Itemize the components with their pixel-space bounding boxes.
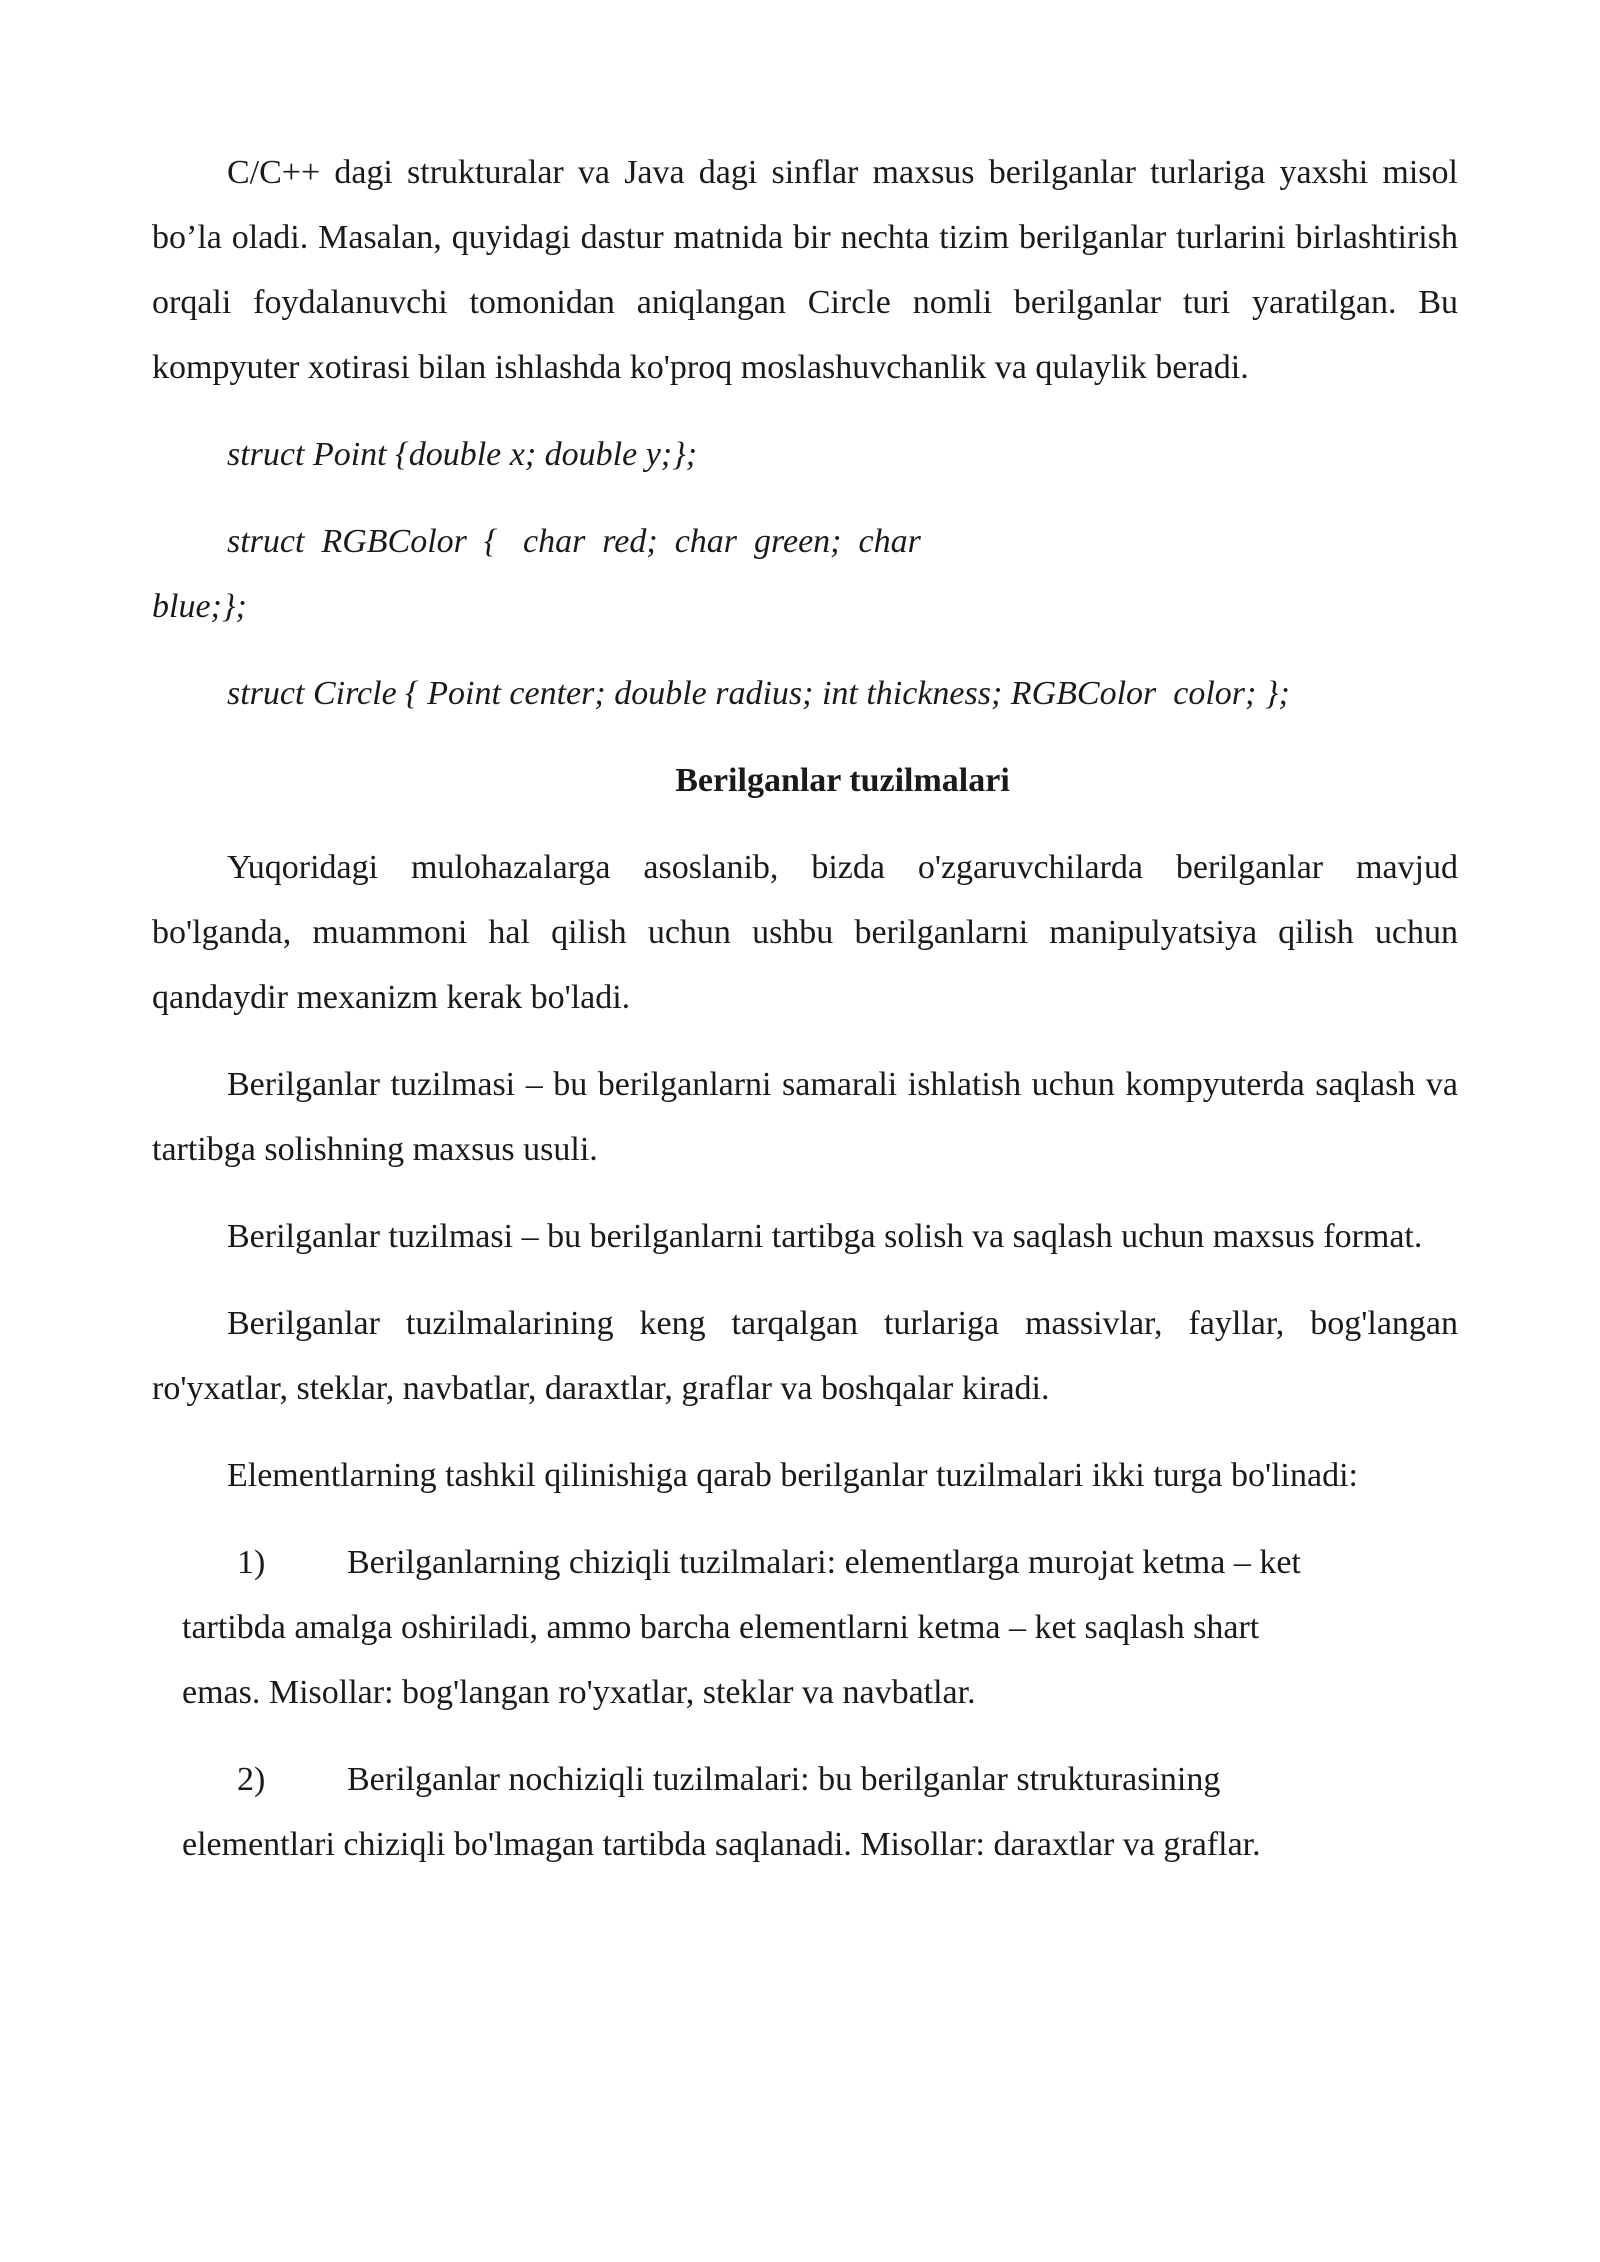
code-line-circle: struct Circle { Point center; double radius; int thickness; RGBColor color; }; xyxy=(227,675,1290,712)
code-line-rgbcolor-continued: blue;}; xyxy=(152,588,247,625)
list-item-text: emas. Misollar: bog'langan ro'yxatlar, steklar va navbatlar. xyxy=(182,1674,976,1711)
section-heading: Berilganlar tuzilmalari xyxy=(675,762,1010,799)
list-item-first-line xyxy=(152,1530,1438,1595)
paragraph-reasoning: Yuqoridagi mulohazalarga asoslanib, bizda o'zgaruvchilarda berilganlar mavjud bo'lganda, muammoni hal qilish uchun ushbu berilganlarni manipulyatsiya qilish uchun qandaydir mexanizm kerak bo'ladi. xyxy=(152,849,1458,1016)
paragraph-intro: C/C++ dagi strukturalar va Java dagi sinflar maxsus berilganlar turlariga yaxshi misol bo’la oladi. Masalan, quyidagi dastur matnida bir nechta tizim berilganlar turlarini birlashtirish orqali foydalanuvchi tomonidan aniqlangan Circle nomli berilganlar turi yaratilgan. Bu kompyuter xotirasi bilan ishlashda ko'proq moslashuvchanlik va qulaylik beradi. xyxy=(152,154,1458,386)
list-item-nonlinear xyxy=(182,1747,1438,1877)
paragraph-classification: Elementlarning tashkil qilinishiga qarab berilganlar tuzilmalari ikki turga bo'linadi: xyxy=(227,1457,1358,1494)
list-item-linear xyxy=(182,1530,1438,1725)
list-item-first-line xyxy=(152,1747,1438,1812)
list-item-text: Berilganlarning chiziqli tuzilmalari: elementlarga murojat ketma – ket xyxy=(347,1544,1301,1581)
document-page xyxy=(152,140,1458,1899)
list-item-number: 1) xyxy=(237,1544,266,1581)
paragraph-definition-2: Berilganlar tuzilmasi – bu berilganlarni tartibga solish va saqlash uchun maxsus format. xyxy=(227,1218,1423,1255)
code-line-point: struct Point {double x; double y;}; xyxy=(227,436,698,473)
list-item-number: 2) xyxy=(237,1761,266,1798)
paragraph-common-types: Berilganlar tuzilmalarining keng tarqalgan turlariga massivlar, fayllar, bog'langan ro'yxatlar, steklar, navbatlar, daraxtlar, graflar va boshqalar kiradi. xyxy=(152,1305,1458,1407)
code-line-rgbcolor: struct RGBColor { char red; char green; char xyxy=(227,523,921,560)
list-item-text: tartibda amalga oshiriladi, ammo barcha elementlarni ketma – ket saqlash shart xyxy=(182,1609,1260,1646)
list-item-text: elementlari chiziqli bo'lmagan tartibda saqlanadi. Misollar: daraxtlar va graflar. xyxy=(182,1826,1261,1863)
paragraph-definition-1: Berilganlar tuzilmasi – bu berilganlarni samarali ishlatish uchun kompyuterda saqlash va tartibga solishning maxsus usuli. xyxy=(152,1066,1458,1168)
list-item-text: Berilganlar nochiziqli tuzilmalari: bu berilganlar strukturasining xyxy=(347,1761,1221,1798)
